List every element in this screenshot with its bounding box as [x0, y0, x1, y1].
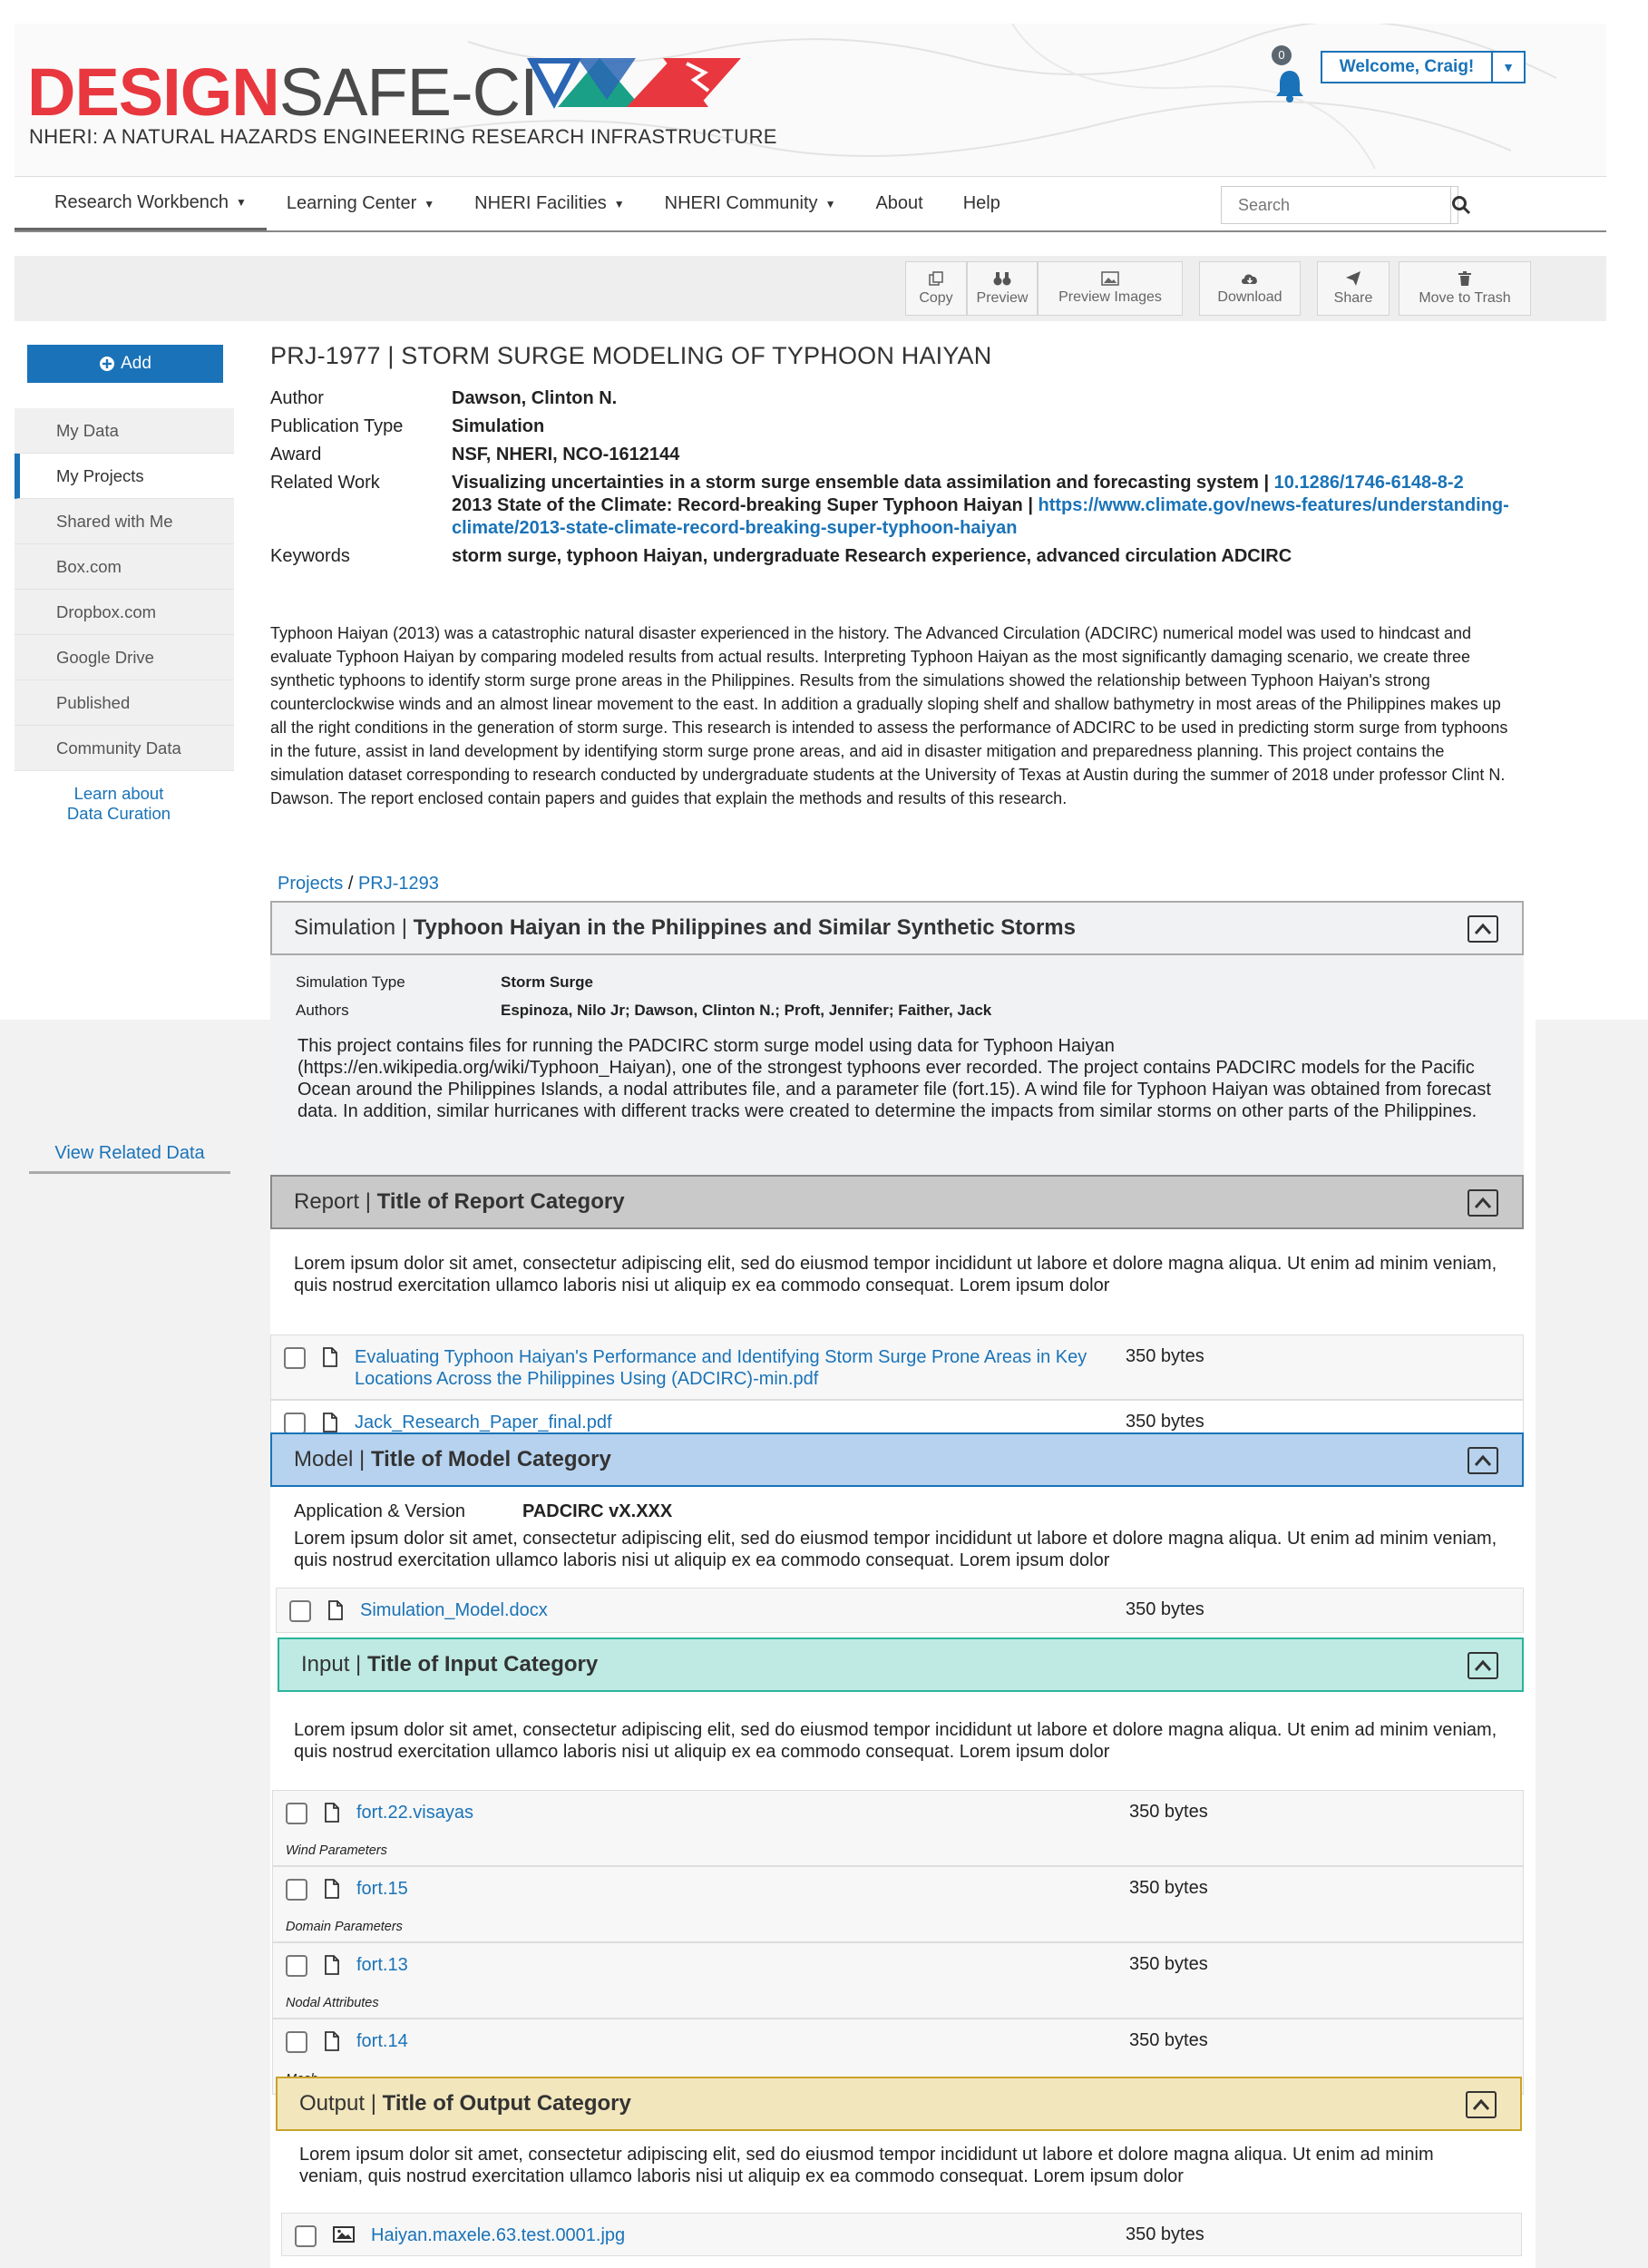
file-link[interactable]: fort.15: [356, 1879, 408, 1899]
copy-label: Copy: [919, 290, 953, 306]
simulation-section: [270, 901, 1524, 1175]
file-size: 350 bytes: [1129, 1954, 1208, 1974]
file-link[interactable]: Evaluating Typhoon Haiyan's Performance and Identifying Storm Surge Prone Areas in Key Locations Across the Philippines Using (ADCIRC)-min.pdf: [355, 1347, 1087, 1389]
nav-research-workbench[interactable]: [15, 177, 267, 230]
model-app-value: PADCIRC vX.XXX: [522, 1501, 673, 1521]
add-label: Add: [121, 354, 151, 373]
notification-bell-icon[interactable]: [1273, 67, 1306, 103]
add-button[interactable]: [27, 345, 223, 383]
chevron-up-icon: [1474, 1197, 1492, 1209]
welcome-label[interactable]: Welcome, Craig!: [1322, 53, 1493, 82]
file-row[interactable]: [270, 1334, 1524, 1400]
file-checkbox[interactable]: [295, 2225, 317, 2247]
report-section: [270, 1175, 1524, 1445]
file-checkbox[interactable]: [286, 2031, 307, 2053]
copy-button[interactable]: [905, 261, 967, 316]
output-title: Title of Output Category: [382, 2091, 631, 2116]
collapse-button[interactable]: [1468, 1652, 1498, 1679]
sidebar-item-google-drive[interactable]: Google Drive: [15, 635, 234, 680]
model-app-row: [270, 1487, 1524, 1522]
nav-label: Help: [962, 193, 1000, 213]
user-menu-caret-icon[interactable]: ▼: [1502, 60, 1515, 74]
tagline: NHERI: A NATURAL HAZARDS ENGINEERING RESEARCH INFRASTRUCTURE: [29, 125, 777, 148]
chevron-down-icon: ▼: [824, 197, 836, 210]
breadcrumb: [278, 874, 439, 894]
nav-learning-center[interactable]: [267, 177, 454, 230]
simulation-description: This project contains files for running the PADCIRC storm surge model using data for Typhoon Haiyan (https://en.wikipedia.org/wiki/Typhoon_Haiyan), one of the strongest typhoons ever recorded. The project contains PADCIRC models for the Pacific Ocean around the Philippines Islands, a nodal attributes file, and a parameter file (fort.15). A wind file for Typhoon Haiyan was obtained from forecast data. In addition, similar hurricanes with different tracks were created to determine the impacts from similar storms on other parts of the Philippines.: [297, 1036, 1491, 1121]
preview-label: Preview: [976, 290, 1029, 306]
file-row[interactable]: [272, 1942, 1524, 2019]
meta-key: Related Work: [270, 473, 380, 493]
project-abstract: Typhoon Haiyan (2013) was a catastrophic natural disaster experienced in the history. The Advanced Circulation (ADCIRC) numerical model was used to hindcast and evaluate Typhoon Haiyan by comparing modeled results from actual results. Interpreting Typhoon Haiyan as the most significantly damaging scenario, we create three synthetic typhoons to identify storm surge prone areas in the Philippines. Results from the simulations showed the relationship between Typhoon Haiyan's strong counterclockwise winds and an almost linear movement to the east. In addition a gradually sloping shelf and shallow bathymetry in most areas of the Philippines makes up all the right conditions in the generation of storm surge. This research is intended to assess the performance of ADCIRC to be used in predicting storm surge from typhoons in the future, assist in land development by identifying storm surge prone areas, and aid in disaster mitigation and preparedness planning. This project contains the simulation dataset corresponding to research conducted by undergraduate students at the University of Texas at Austin during the summer of 2018 under professor Clint N. Dawson. The report enclosed contain papers and guides that explain the methods and results of this research.: [270, 624, 1508, 807]
nav-about[interactable]: [855, 177, 942, 230]
report-title: Title of Report Category: [376, 1189, 625, 1214]
preview-images-label: Preview Images: [1058, 289, 1162, 305]
output-header[interactable]: Output | Title of Output Category: [276, 2077, 1522, 2131]
meta-row-award: [270, 444, 1513, 466]
sidebar-item-published[interactable]: Published: [15, 680, 234, 726]
nav-label: Research Workbench: [54, 191, 229, 212]
chevron-up-icon: [1474, 1659, 1492, 1672]
file-link[interactable]: fort.13: [356, 1955, 408, 1975]
output-type-label: Output: [299, 2091, 366, 2116]
move-to-trash-label: Move to Trash: [1419, 290, 1511, 306]
download-button[interactable]: [1199, 261, 1301, 316]
simulation-details: [296, 968, 991, 1024]
nav-label: NHERI Community: [664, 193, 818, 213]
breadcrumb-current-link[interactable]: PRJ-1293: [357, 874, 439, 894]
search-icon: [1451, 195, 1471, 215]
file-row[interactable]: [272, 1866, 1524, 1942]
learn-line-1: Learn about: [73, 784, 164, 803]
preview-images-button[interactable]: [1038, 261, 1183, 316]
file-description: Nodal Attributes: [286, 1996, 379, 2010]
sim-type-key: Simulation Type: [296, 973, 405, 991]
file-size: 350 bytes: [1126, 1599, 1204, 1619]
meta-key: Author: [270, 388, 324, 408]
model-type-label: Model: [294, 1447, 354, 1471]
file-checkbox[interactable]: [286, 1955, 307, 1977]
sidebar-list: [15, 408, 234, 771]
simulation-header[interactable]: Simulation | Typhoon Haiyan in the Philippines and Similar Synthetic Storms: [270, 901, 1524, 955]
file-checkbox[interactable]: [289, 1600, 311, 1622]
file-icon: [324, 1955, 340, 1975]
file-link[interactable]: Simulation_Model.docx: [360, 1600, 548, 1620]
share-button[interactable]: [1317, 261, 1390, 316]
model-header[interactable]: Model | Title of Model Category: [270, 1432, 1524, 1487]
chevron-down-icon: ▼: [424, 197, 435, 210]
file-toolbar: [15, 256, 1606, 321]
file-checkbox[interactable]: [284, 1347, 306, 1369]
download-label: Download: [1217, 289, 1282, 305]
project-metadata: [270, 387, 1513, 573]
sidebar-item-dropbox[interactable]: Dropbox.com: [15, 590, 234, 635]
report-description: Lorem ipsum dolor sit amet, consectetur adipiscing elit, sed do eiusmod tempor incididunt ut labore et dolore magna aliqua. Ut enim ad minim veniam, quis nostrud exercitation ullamco laboris nisi ut aliquip ex ea commodo consequat. Lorem ipsum dolor: [294, 1254, 1497, 1295]
report-header[interactable]: Report | Title of Report Category: [270, 1175, 1524, 1229]
report-type-label: Report: [294, 1189, 360, 1214]
nav-label: NHERI Facilities: [474, 193, 607, 213]
file-row[interactable]: [281, 2213, 1522, 2256]
sim-authors-row: [296, 996, 991, 1024]
nav-label: Learning Center: [286, 193, 417, 213]
site-header: [15, 24, 1606, 176]
breadcrumb-projects-link[interactable]: Projects: [278, 874, 344, 894]
file-description: Wind Parameters: [286, 1843, 387, 1858]
nav-nheri-community[interactable]: [645, 177, 856, 230]
search-box: [1221, 186, 1458, 224]
file-checkbox[interactable]: [286, 1803, 307, 1824]
simulation-title: Typhoon Haiyan in the Philippines and Similar Synthetic Storms: [413, 915, 1076, 940]
sidebar-item-box[interactable]: Box.com: [15, 544, 234, 590]
file-size: 350 bytes: [1129, 1802, 1208, 1822]
copy-icon: [928, 270, 944, 287]
user-menu-dropdown[interactable]: [1321, 51, 1526, 83]
file-icon: [322, 1347, 338, 1367]
file-row[interactable]: [272, 1790, 1524, 1866]
notification-count-badge: 0: [1272, 45, 1292, 65]
file-size: 350 bytes: [1126, 1412, 1204, 1432]
file-size: 350 bytes: [1126, 1346, 1204, 1366]
file-size: 350 bytes: [1129, 2030, 1208, 2050]
learn-line-2: Data Curation: [66, 804, 171, 823]
model-app-key: Application & Version: [294, 1501, 466, 1521]
sim-authors-value: Espinoza, Nilo Jr; Dawson, Clinton N.; Proft, Jennifer; Faither, Jack: [501, 1002, 992, 1019]
chevron-down-icon: ▼: [613, 197, 625, 210]
input-title: Title of Input Category: [366, 1652, 599, 1677]
model-section: [270, 1432, 1524, 1633]
output-description: Lorem ipsum dolor sit amet, consectetur adipiscing elit, sed do eiusmod tempor incididunt ut labore et dolore magna aliqua. Ut enim ad minim veniam, quis nostrud exercitation ullamco laboris nisi ut aliquip ex ea commodo consequat. Lorem ipsum dolor: [276, 2131, 1522, 2213]
file-checkbox[interactable]: [284, 1413, 306, 1434]
collapse-button[interactable]: [1468, 1189, 1498, 1217]
sidebar-item-my-projects[interactable]: My Projects: [15, 454, 234, 499]
image-icon: [1101, 271, 1119, 286]
related-work-2-text: 2013 State of the Climate: Record-breaking Super Typhoon Haiyan |: [452, 495, 1033, 515]
input-header[interactable]: Input | Title of Input Category: [278, 1637, 1524, 1692]
file-icon: [324, 1803, 340, 1823]
trash-icon: [1458, 270, 1472, 287]
sidebar-item-community-data[interactable]: Community Data: [15, 726, 234, 771]
cloud-download-icon: [1240, 271, 1260, 286]
chevron-up-icon: [1474, 923, 1492, 935]
nheri-logo-mark-icon: [527, 54, 745, 114]
file-link[interactable]: Haiyan.maxele.63.test.0001.jpg: [371, 2225, 626, 2245]
image-file-icon: [333, 2225, 355, 2244]
breadcrumb-separator: /: [347, 874, 354, 894]
share-label: Share: [1333, 290, 1373, 306]
input-section: [278, 1637, 1524, 2095]
file-icon: [322, 1413, 338, 1432]
main-navigation: [15, 176, 1606, 232]
related-work-value: [452, 472, 1513, 540]
meta-row-related-work: [270, 472, 1513, 540]
paper-plane-icon: [1345, 270, 1361, 287]
model-title: Title of Model Category: [370, 1447, 611, 1471]
logo-safe-text: SAFE-CI: [278, 54, 538, 130]
nav-label: About: [875, 193, 923, 213]
meta-row-author: [270, 387, 1513, 410]
output-section: [276, 2077, 1522, 2256]
meta-row-publication-type: [270, 415, 1513, 438]
file-icon: [324, 2031, 340, 2051]
search-button[interactable]: [1450, 187, 1471, 223]
sidebar-item-my-data[interactable]: My Data: [15, 408, 234, 454]
meta-key: Award: [270, 445, 322, 464]
related-work-1-link[interactable]: 10.1286/1746-6148-8-2: [1273, 473, 1464, 493]
file-link[interactable]: fort.22.visayas: [356, 1803, 473, 1823]
keywords-value: storm surge, typhoon Haiyan, undergraduate Research experience, advanced circulation ADCIRC: [452, 546, 1292, 566]
learn-about-data-curation-link[interactable]: [15, 784, 223, 824]
binoculars-icon: [993, 270, 1011, 287]
file-icon: [327, 1600, 344, 1620]
author-value: Dawson, Clinton N.: [452, 388, 618, 408]
collapse-button[interactable]: [1468, 1447, 1498, 1474]
meta-key: Publication Type: [270, 416, 404, 436]
file-link[interactable]: fort.14: [356, 2031, 408, 2051]
collapse-button[interactable]: [1466, 2091, 1497, 2118]
view-related-data-link[interactable]: View Related Data: [29, 1143, 230, 1174]
sim-type-row: [296, 968, 991, 996]
file-size: 350 bytes: [1129, 1878, 1208, 1898]
file-description: Domain Parameters: [286, 1920, 403, 1934]
related-work-1-text: Visualizing uncertainties in a storm surge ensemble data assimilation and forecasting system |: [452, 473, 1270, 493]
preview-button[interactable]: [967, 261, 1038, 316]
model-description: Lorem ipsum dolor sit amet, consectetur adipiscing elit, sed do eiusmod tempor incididunt ut labore et dolore magna aliqua. Ut enim ad minim veniam, quis nostrud exercitation ullamco laboris nisi ut aliquip ex ea commodo consequat. Lorem ipsum dolor: [294, 1529, 1497, 1570]
main-content: [270, 322, 1536, 2268]
chevron-up-icon: [1472, 2098, 1490, 2111]
related-work-2-link[interactable]: https://www.climate.gov/news-features/understanding-climate/2013-state-climate-record-breaking-super-typhoon-haiyan: [452, 495, 1509, 538]
nav-help[interactable]: [943, 177, 1020, 230]
search-input[interactable]: [1222, 187, 1450, 223]
file-checkbox[interactable]: [286, 1879, 307, 1901]
award-value: NSF, NHERI, NCO-1612144: [452, 445, 680, 464]
file-icon: [324, 1879, 340, 1899]
designsafe-logo[interactable]: [27, 51, 538, 132]
publication-type-value: Simulation: [452, 416, 545, 436]
meta-row-keywords: [270, 545, 1513, 568]
move-to-trash-button[interactable]: [1399, 261, 1531, 316]
sim-authors-key: Authors: [296, 1002, 349, 1019]
input-type-label: Input: [301, 1652, 350, 1677]
plus-circle-icon: [99, 356, 115, 372]
collapse-button[interactable]: [1468, 915, 1498, 943]
page-title: PRJ-1977 | STORM SURGE MODELING OF TYPHOON HAIYAN: [270, 342, 992, 369]
input-description: Lorem ipsum dolor sit amet, consectetur adipiscing elit, sed do eiusmod tempor incididunt ut labore et dolore magna aliqua. Ut enim ad minim veniam, quis nostrud exercitation ullamco laboris nisi ut aliquip ex ea commodo consequat. Lorem ipsum dolor: [294, 1720, 1497, 1762]
sidebar-item-shared-with-me[interactable]: Shared with Me: [15, 499, 234, 544]
file-row[interactable]: [276, 1588, 1524, 1633]
sim-type-value: Storm Surge: [501, 973, 594, 991]
meta-key: Keywords: [270, 546, 350, 566]
file-size: 350 bytes: [1126, 2224, 1204, 2244]
logo-design-text: DESIGN: [27, 54, 279, 130]
simulation-type-label: Simulation: [294, 915, 396, 940]
chevron-down-icon: ▼: [235, 196, 247, 209]
file-link[interactable]: Jack_Research_Paper_final.pdf: [355, 1413, 612, 1432]
nav-nheri-facilities[interactable]: [454, 177, 644, 230]
chevron-up-icon: [1474, 1454, 1492, 1467]
